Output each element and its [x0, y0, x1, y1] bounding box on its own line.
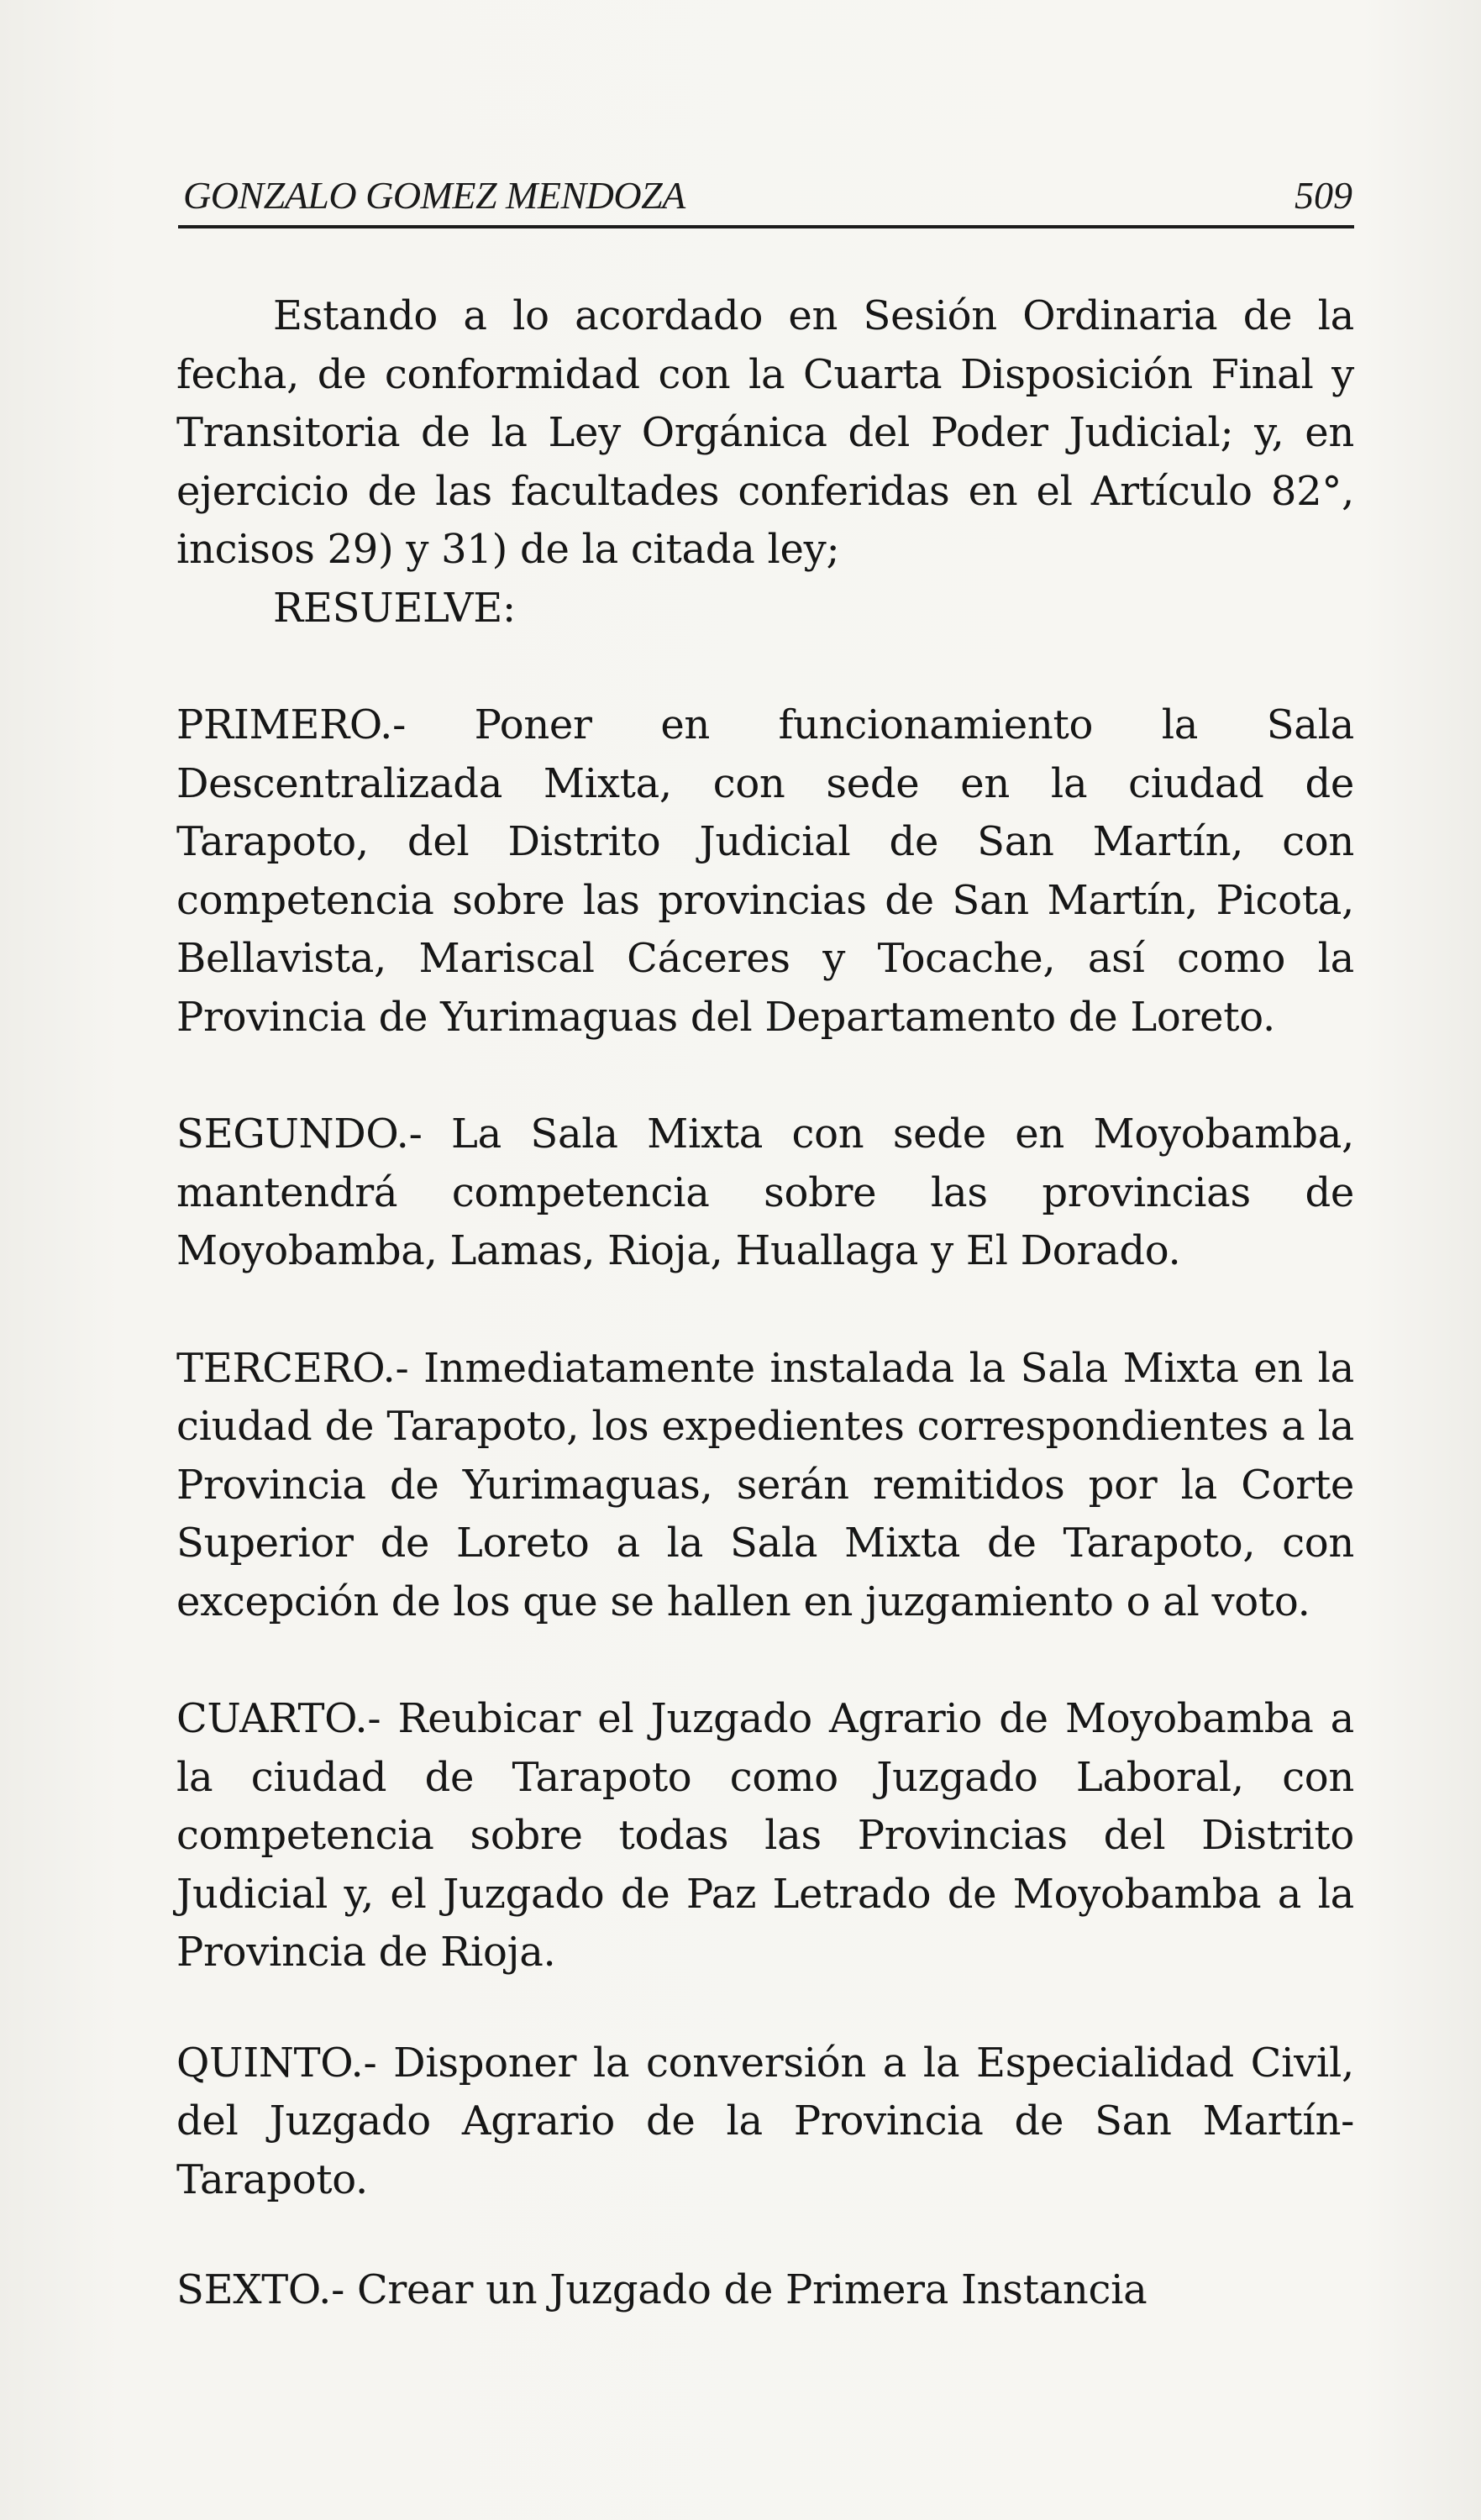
running-header [183, 166, 1352, 225]
article-segundo: SEGUNDO.- La Sala Mixta con sede en Moyobamba, mantendrá competencia sobre las provincias de Moyobamba, Lamas, Rioja, Huallaga y El Dorado. [176, 1110, 1354, 1274]
intro-paragraph: Estando a lo acordado en Sesión Ordinaria de la fecha, de conformidad con la Cuarta Disposición Final y Transitoria de la Ley Orgánica del Poder Judicial; y, en ejercicio de las facultades conferidas en el Artículo 82°, incisos 29) y 31) de la citada ley; [176, 292, 1354, 573]
article-primero: PRIMERO.- Poner en funcionamiento la Sala Descentralizada Mixta, con sede en la ciudad de Tarapoto, del Distrito Judicial de San Martín, con competencia sobre las provincias de San Martín, Picota, Bellavista, Mariscal Cáceres y Tocache, así como la Provincia de Yurimaguas del Departamento de Loreto. [176, 701, 1354, 1041]
header-rule [178, 225, 1354, 228]
article-quinto: QUINTO.- Disponer la conversión a la Especialidad Civil, del Juzgado Agrario de la Provincia de San Martín-Tarapoto. [176, 2039, 1354, 2203]
header-author: GONZALO GOMEZ MENDOZA [183, 174, 685, 217]
page-number: 509 [1295, 174, 1352, 217]
article-tercero: TERCERO.- Inmediatamente instalada la Sala Mixta en la ciudad de Tarapoto, los expedientes correspondientes a la Provincia de Yurimaguas, serán remitidos por la Corte Superior de Loreto a la Sala Mixta de Tarapoto, con excepción de los que se hallen en juzgamiento o al voto. [176, 1344, 1354, 1625]
article-cuarto: CUARTO.- Reubicar el Juzgado Agrario de Moyobamba a la ciudad de Tarapoto como Juzgado Laboral, con competencia sobre todas las Provincias del Distrito Judicial y, el Juzgado de Paz Letrado de Moyobamba a la Provincia de Rioja. [176, 1695, 1354, 1976]
article-sexto: SEXTO.- Crear un Juzgado de Primera Instancia [176, 2266, 1148, 2313]
resuelve-heading: RESUELVE: [273, 584, 516, 632]
page-body [176, 287, 1354, 2320]
